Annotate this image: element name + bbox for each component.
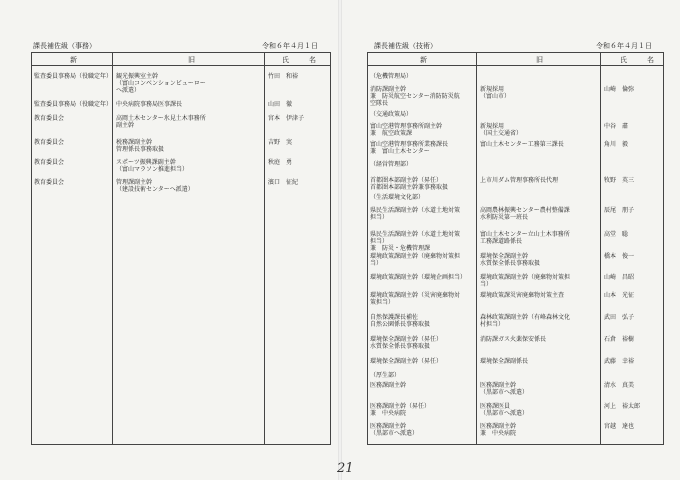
right-table-header bbox=[368, 53, 663, 66]
right-row-13-old: 森林政策課副主幹（有峰森林文化 村担当） bbox=[480, 314, 571, 328]
left-col-divider-2 bbox=[264, 53, 265, 444]
right-row-18-old: 医務課医員 （黒部市へ派遣） bbox=[480, 403, 529, 417]
right-row-5-new: （経営管理部） bbox=[370, 161, 413, 168]
left-page bbox=[0, 0, 336, 480]
right-col-divider-2 bbox=[600, 53, 601, 444]
left-row-4-old: スポーツ振興課副主幹 （富山マラソン推進担当） bbox=[116, 159, 189, 173]
right-row-15-new: 環境保全課副主幹（昇任） bbox=[370, 358, 443, 365]
left-row-2-new: 教育委員会 bbox=[34, 115, 65, 122]
right-row-11-old: 環境政策課副主幹（廃棄物対策担 当） bbox=[480, 274, 571, 288]
right-row-1-name: 山崎 倫弥 bbox=[604, 86, 635, 93]
right-row-14-name: 石倉 裕樹 bbox=[604, 336, 635, 343]
right-row-3-new: 富山空港管理事務所副主幹 兼 航空政策課 bbox=[370, 123, 443, 137]
right-row-4-new: 富山空港管理事務所業務課長 兼 富山土木センター bbox=[370, 141, 449, 155]
left-row-4-name: 秋庭 勇 bbox=[268, 159, 293, 166]
right-row-8-old: 高岡農林振興センター農村整備課 水利防災第一班長 bbox=[480, 207, 570, 221]
right-date: 令和６年４月１日 bbox=[596, 42, 652, 50]
right-row-6-old: 上市川ダム管理事務所長代理 bbox=[480, 177, 559, 184]
left-title: 課長補佐級（事務） bbox=[33, 42, 96, 50]
left-row-3-new: 教育委員会 bbox=[34, 139, 65, 146]
left-date: 令和６年４月１日 bbox=[262, 42, 318, 50]
right-row-0-new: （危機管理局） bbox=[370, 73, 413, 80]
left-row-3-name: 吉野 実 bbox=[268, 139, 293, 146]
right-row-14-new: 環境保全課副主幹（昇任） 水質保全係長事務取扱 bbox=[370, 336, 443, 350]
right-row-10-new: 環境政策課副主幹（廃棄物対策担 当） bbox=[370, 253, 461, 267]
left-row-0-new: 監査委員事務局（役職定年） bbox=[34, 73, 113, 80]
left-row-0-name: 竹田 和裕 bbox=[268, 73, 299, 80]
right-row-18-name: 河上 裕太郎 bbox=[604, 403, 641, 410]
left-col-name: 氏 名 bbox=[282, 56, 318, 64]
right-row-13-new: 自然保護課長補佐 自然公園係長事務取扱 bbox=[370, 314, 431, 328]
right-row-11-new: 環境政策課副主幹（環境企画担当） bbox=[370, 274, 467, 281]
page-fold bbox=[338, 0, 342, 480]
right-row-7-new: （生活環境文化部） bbox=[370, 194, 425, 201]
left-table bbox=[31, 52, 331, 445]
right-row-6-new: 首都圏本部副主幹（昇任） 首都圏本部副主幹兼事務取扱 bbox=[370, 177, 449, 191]
right-col-old: 旧 bbox=[536, 56, 545, 64]
right-row-9-new: 県民生活課副主幹（水道土地対策 担当） 兼 防災・危機管理課 bbox=[370, 231, 461, 252]
right-row-9-old: 富山土木センター立山土木事務所 工務課道路係長 bbox=[480, 231, 570, 245]
right-title: 課長補佐級（技術） bbox=[374, 42, 437, 50]
left-row-3-old: 税務課副主幹 管理係長事務取扱 bbox=[116, 139, 165, 153]
right-col-name: 氏 名 bbox=[620, 56, 656, 64]
right-row-6-name: 牧野 英三 bbox=[604, 177, 635, 184]
left-row-1-name: 山田 徹 bbox=[268, 101, 293, 108]
right-row-3-name: 中谷 肅 bbox=[604, 123, 629, 130]
right-row-19-name: 宮越 達也 bbox=[604, 423, 635, 430]
left-col-divider-1 bbox=[112, 53, 113, 444]
right-row-1-new: 消防課副主幹 兼 防災航空センター消防防災航 空隊長 bbox=[370, 86, 460, 107]
right-row-12-name: 山本 光征 bbox=[604, 292, 635, 299]
right-row-2-new: （交通政策局） bbox=[370, 111, 413, 118]
right-row-12-new: 環境政策課副主幹（災害廃棄物対 策担当） bbox=[370, 292, 461, 306]
left-row-1-new: 監査委員事務局（役職定年） bbox=[34, 101, 113, 108]
right-row-19-old: 医務課副主幹 兼 中央病院 bbox=[480, 423, 517, 437]
left-row-1-old: 中央病院事務局医事課長 bbox=[116, 101, 183, 108]
left-row-2-old: 高岡土木センター氷見土木事務所 副主幹 bbox=[116, 115, 206, 129]
right-row-17-name: 清水 真美 bbox=[604, 382, 635, 389]
right-row-8-name: 辰尾 朋子 bbox=[604, 207, 635, 214]
right-row-17-new: 医務課副主幹 bbox=[370, 382, 407, 389]
left-row-5-name: 濱口 征紀 bbox=[268, 179, 299, 186]
right-row-8-new: 県民生活課副主幹（水道土地対策 担当） bbox=[370, 207, 461, 221]
right-row-16-new: （厚生部） bbox=[370, 372, 401, 379]
left-col-new: 新 bbox=[70, 56, 79, 64]
left-row-2-name: 宮本 伊津子 bbox=[268, 115, 305, 122]
page-number: 21 bbox=[337, 461, 354, 476]
left-table-header bbox=[32, 53, 330, 66]
left-col-old: 旧 bbox=[188, 56, 197, 64]
right-row-1-old: 新規採用 （富山市） bbox=[480, 86, 511, 100]
left-row-5-new: 教育委員会 bbox=[34, 179, 65, 186]
right-row-14-old: 消防課ガス火薬保安係長 bbox=[480, 336, 547, 343]
left-row-4-new: 教育委員会 bbox=[34, 159, 65, 166]
right-col-new: 新 bbox=[420, 56, 429, 64]
right-row-12-old: 環境政策課災害廃棄物対策主査 bbox=[480, 292, 565, 299]
right-row-4-name: 角川 毅 bbox=[604, 141, 629, 148]
right-row-15-name: 武藤 幸裕 bbox=[604, 358, 635, 365]
right-table bbox=[367, 52, 664, 445]
right-row-10-old: 環境保全課副主幹 水質保全係長事務取扱 bbox=[480, 253, 541, 267]
right-row-19-new: 医務課副主幹 （黒部市へ派遣） bbox=[370, 423, 419, 437]
right-col-divider-1 bbox=[476, 53, 477, 444]
right-row-3-old: 新規採用 （国土交通省） bbox=[480, 123, 523, 137]
left-row-0-old: 観光振興室主幹 （富山コンベンションビューロー へ派遣） bbox=[116, 73, 206, 94]
right-row-9-name: 高堂 聡 bbox=[604, 231, 629, 238]
right-row-13-name: 武田 弘子 bbox=[604, 314, 635, 321]
right-page bbox=[344, 0, 680, 480]
right-row-4-old: 富山土木センター工務第三課長 bbox=[480, 141, 564, 148]
right-row-18-new: 医務課副主幹（昇任） 兼 中央病院 bbox=[370, 403, 431, 417]
right-row-11-name: 山崎 昌昭 bbox=[604, 274, 635, 281]
right-row-15-old: 環境保全課副係長 bbox=[480, 358, 529, 365]
right-row-10-name: 橋本 俊一 bbox=[604, 253, 635, 260]
left-row-5-old: 管理課副主幹 （建設技術センターへ派遣） bbox=[116, 179, 194, 193]
right-row-17-old: 医務課副主幹 （黒部市へ派遣） bbox=[480, 382, 529, 396]
